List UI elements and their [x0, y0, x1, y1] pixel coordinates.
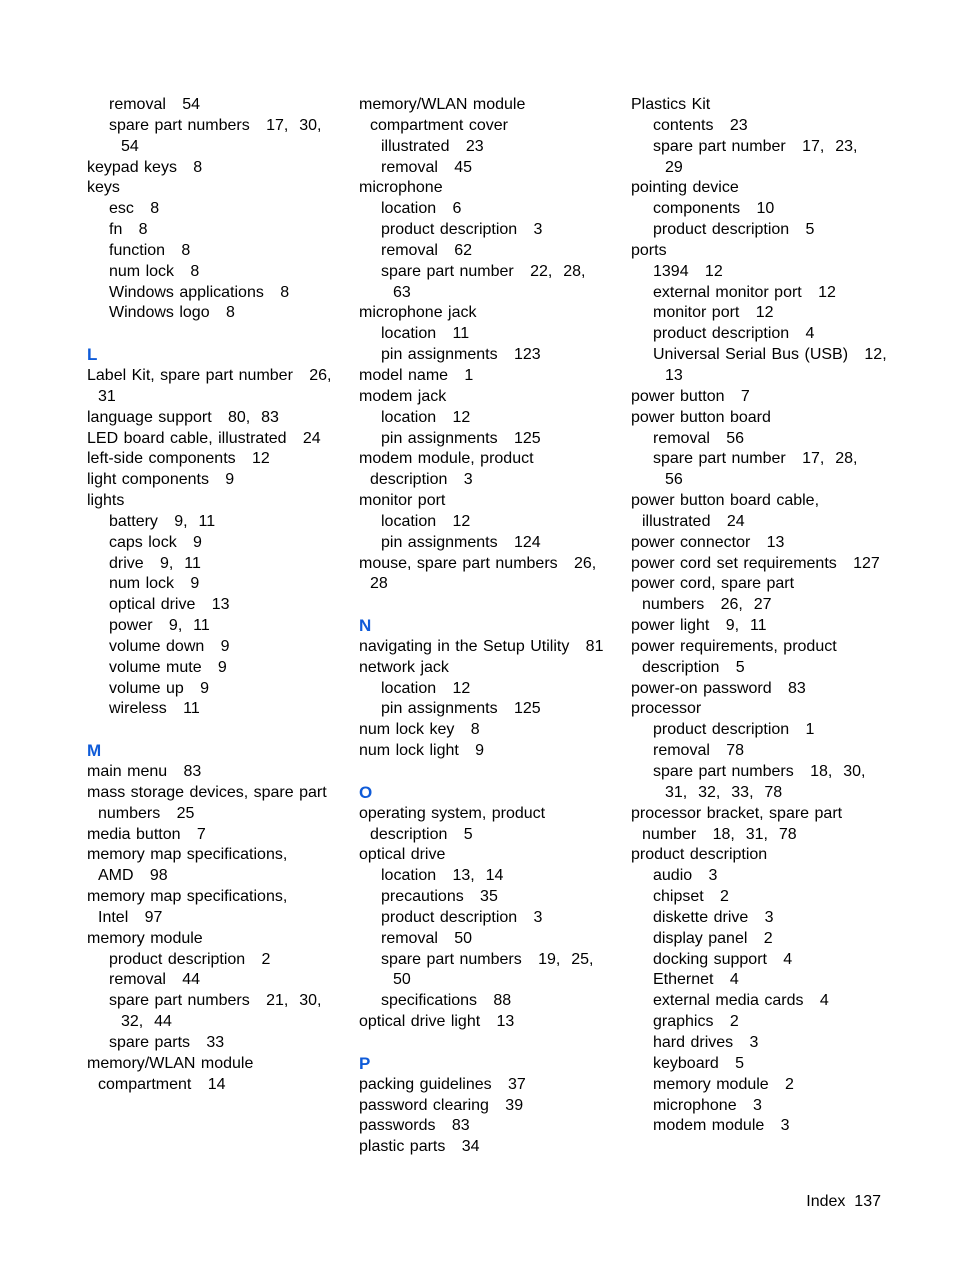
- index-entry-continuation: number 18, 31, 78: [642, 825, 797, 843]
- index-entry: optical drive light 13: [359, 1013, 515, 1031]
- index-entry: plastic parts 34: [359, 1138, 480, 1156]
- index-entry-continuation: description 5: [370, 825, 473, 843]
- index-subentry: spare part numbers 18, 30,: [653, 763, 866, 780]
- index-subentry: location 13, 14: [381, 867, 504, 885]
- index-entry-continuation: compartment 14: [98, 1075, 226, 1093]
- index-subentry: Universal Serial Bus (USB) 12,: [653, 346, 887, 364]
- index-subentry: location 12: [381, 408, 471, 426]
- index-section-letter: M: [87, 741, 102, 761]
- index-entry: left-side components 12: [87, 450, 270, 468]
- index-entry: power button board cable,: [631, 492, 820, 510]
- index-subentry: product description 3: [381, 908, 543, 926]
- index-subentry: spare part number 22, 28,: [381, 262, 586, 280]
- index-entry-continuation: numbers 26, 27: [642, 596, 772, 614]
- index-subentry: 1394 12: [653, 262, 723, 280]
- index-entry: microphone: [359, 179, 443, 197]
- index-entry: keypad keys 8: [87, 158, 203, 176]
- index-subentry: diskette drive 3: [653, 908, 774, 926]
- index-subentry: Windows applications 8: [109, 283, 290, 301]
- index-entry-continuation: description 5: [642, 658, 745, 676]
- index-subentry: external monitor port 12: [653, 283, 836, 301]
- index-entry-continuation: compartment cover: [370, 116, 508, 134]
- index-entry: optical drive: [359, 846, 446, 864]
- index-subentry: spare part number 17, 23,: [653, 137, 858, 155]
- index-column-2: [359, 95, 617, 1158]
- index-entry: light components 9: [87, 471, 235, 489]
- index-entry-continuation: 56: [665, 471, 683, 489]
- index-entry-continuation: 50: [393, 971, 411, 989]
- index-entry-continuation: 31: [98, 387, 116, 405]
- index-subentry: volume down 9: [109, 637, 230, 655]
- index-subentry: removal 56: [653, 429, 745, 447]
- index-entry: memory module: [87, 929, 203, 947]
- index-section-letter: L: [87, 345, 98, 365]
- index-subentry: memory module 2: [653, 1075, 794, 1093]
- index-entry: power-on password 83: [631, 679, 806, 697]
- index-entry: num lock key 8: [359, 721, 480, 739]
- index-subentry: removal 44: [109, 971, 201, 989]
- index-subentry: num lock 9: [109, 575, 200, 593]
- index-subentry: microphone 3: [653, 1096, 762, 1114]
- index-subentry: wireless 11: [109, 700, 200, 718]
- index-entry: power connector 13: [631, 533, 785, 551]
- index-subentry: spare part numbers 21, 30,: [109, 992, 322, 1010]
- index-column-1: [87, 95, 345, 1096]
- index-subentry: specifications 88: [381, 992, 512, 1010]
- index-subentry: graphics 2: [653, 1013, 739, 1031]
- index-entry: power cord, spare part: [631, 575, 795, 593]
- index-subentry: product description 5: [653, 221, 815, 239]
- index-entry-continuation: numbers 25: [98, 804, 195, 822]
- index-subentry: pin assignments 125: [381, 429, 541, 447]
- index-column-3: [631, 95, 889, 1137]
- index-entry: model name 1: [359, 366, 474, 384]
- index-subentry: precautions 35: [381, 888, 498, 906]
- index-subentry: battery 9, 11: [109, 512, 216, 530]
- index-subentry: pin assignments 124: [381, 533, 541, 551]
- index-entry-continuation: 28: [370, 575, 388, 593]
- index-subentry: chipset 2: [653, 888, 729, 906]
- index-entry: pointing device: [631, 179, 739, 197]
- index-entry-continuation: 63: [393, 283, 411, 301]
- index-entry: language support 80, 83: [87, 408, 279, 426]
- index-entry: mass storage devices, spare part: [87, 783, 327, 801]
- index-entry: processor bracket, spare part: [631, 804, 843, 822]
- index-subentry: removal 78: [653, 742, 745, 760]
- index-subentry: drive 9, 11: [109, 554, 201, 572]
- index-subentry: volume up 9: [109, 679, 210, 697]
- index-subentry: spare part numbers 17, 30,: [109, 116, 322, 134]
- index-subentry: spare part number 17, 28,: [653, 450, 858, 468]
- index-subentry: location 11: [381, 325, 470, 343]
- index-entry: ports: [631, 241, 667, 259]
- index-subentry: num lock 8: [109, 262, 200, 280]
- index-entry: modem jack: [359, 387, 447, 405]
- index-entry-continuation: Intel 97: [98, 908, 163, 926]
- index-subentry: optical drive 13: [109, 596, 230, 614]
- index-entry: num lock light 9: [359, 742, 485, 760]
- index-subentry: location 12: [381, 679, 471, 697]
- index-subentry: components 10: [653, 200, 775, 218]
- index-entry-continuation: 31, 32, 33, 78: [665, 783, 783, 801]
- index-subentry: pin assignments 123: [381, 346, 541, 364]
- index-entry: Label Kit, spare part number 26,: [87, 366, 332, 384]
- index-entry: mouse, spare part numbers 26,: [359, 554, 597, 572]
- index-entry: power requirements, product: [631, 637, 837, 655]
- index-entry: processor: [631, 700, 702, 718]
- index-section-letter: N: [359, 616, 372, 636]
- index-subentry: audio 3: [653, 867, 718, 885]
- index-entry: monitor port: [359, 492, 446, 510]
- index-entry: navigating in the Setup Utility 81: [359, 637, 604, 655]
- index-section-letter: O: [359, 782, 373, 802]
- index-entry: memory/WLAN module: [359, 96, 526, 113]
- index-subentry: removal 45: [381, 158, 473, 176]
- index-subentry: caps lock 9: [109, 533, 202, 551]
- index-subentry: product description 4: [653, 325, 815, 343]
- index-subentry: product description 2: [109, 950, 271, 968]
- index-entry: media button 7: [87, 825, 206, 843]
- index-entry-continuation: 13: [665, 366, 683, 384]
- index-entry-continuation: 32, 44: [121, 1013, 172, 1031]
- index-entry: memory map specifications,: [87, 888, 288, 906]
- index-entry: modem module, product: [359, 450, 534, 468]
- index-section-letter: P: [359, 1053, 371, 1073]
- index-subentry: spare parts 33: [109, 1033, 225, 1051]
- index-entry-continuation: 54: [121, 137, 139, 155]
- index-subentry: Windows logo 8: [109, 304, 235, 322]
- index-entry: power button board: [631, 408, 771, 426]
- index-subentry: hard drives 3: [653, 1033, 759, 1051]
- index-entry: power cord set requirements 127: [631, 554, 880, 572]
- index-entry: lights: [87, 492, 125, 510]
- index-subentry: fn 8: [109, 221, 148, 239]
- index-subentry: spare part numbers 19, 25,: [381, 950, 594, 968]
- index-entry-continuation: illustrated 24: [642, 512, 745, 530]
- index-subentry: Ethernet 4: [653, 971, 739, 989]
- index-subentry: esc 8: [109, 200, 160, 218]
- index-entry: Plastics Kit: [631, 96, 711, 113]
- footer-label: Index: [806, 1193, 846, 1210]
- index-entry: password clearing 39: [359, 1096, 524, 1114]
- index-entry: microphone jack: [359, 304, 477, 322]
- index-entry-continuation: AMD 98: [98, 867, 168, 885]
- index-subentry: keyboard 5: [653, 1054, 745, 1072]
- index-subentry: contents 23: [653, 116, 748, 134]
- index-subentry: product description 1: [653, 721, 815, 739]
- index-subentry: modem module 3: [653, 1117, 790, 1135]
- index-subentry: pin assignments 125: [381, 700, 541, 718]
- index-entry: passwords 83: [359, 1117, 470, 1135]
- index-subentry: location 6: [381, 200, 462, 218]
- index-subentry: removal 50: [381, 929, 473, 947]
- index-subentry: volume mute 9: [109, 658, 227, 676]
- index-entry: keys: [87, 179, 120, 197]
- index-entry: power button 7: [631, 387, 750, 405]
- index-subentry: location 12: [381, 512, 471, 530]
- index-entry-continuation: 29: [665, 158, 683, 176]
- index-entry: packing guidelines 37: [359, 1075, 526, 1093]
- index-subentry: product description 3: [381, 221, 543, 239]
- index-subentry: external media cards 4: [653, 992, 829, 1010]
- index-entry: network jack: [359, 658, 449, 676]
- index-entry: memory/WLAN module: [87, 1054, 254, 1072]
- index-subentry: monitor port 12: [653, 304, 774, 322]
- index-entry: operating system, product: [359, 804, 546, 822]
- index-entry: power light 9, 11: [631, 617, 767, 635]
- index-subentry: removal 62: [381, 241, 473, 259]
- index-entry-continuation: description 3: [370, 471, 473, 489]
- index-subentry: docking support 4: [653, 950, 793, 968]
- index-entry: main menu 83: [87, 763, 202, 780]
- page-number: 137: [854, 1193, 881, 1210]
- index-subentry: illustrated 23: [381, 137, 484, 155]
- page-footer: [760, 1192, 881, 1212]
- index-entry: product description: [631, 846, 768, 864]
- index-subentry: removal 54: [109, 96, 201, 113]
- index-entry: memory map specifications,: [87, 846, 288, 864]
- index-subentry: display panel 2: [653, 929, 773, 947]
- index-entry: LED board cable, illustrated 24: [87, 429, 321, 447]
- index-subentry: function 8: [109, 241, 191, 259]
- index-subentry: power 9, 11: [109, 617, 210, 635]
